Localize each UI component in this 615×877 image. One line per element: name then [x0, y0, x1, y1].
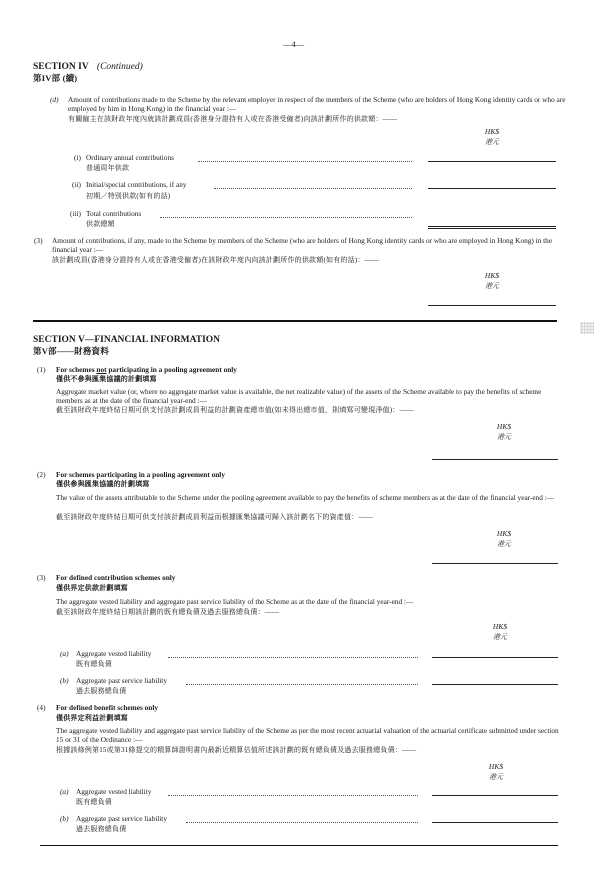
- sec5-p3-a-num: (a): [60, 649, 69, 658]
- currency-hk-cn: 港元: [497, 540, 511, 548]
- leader-dots: [168, 657, 418, 658]
- amount-field-member-contrib[interactable]: [428, 305, 556, 306]
- item-i-label: Ordinary annual contributions: [86, 153, 174, 162]
- bottom-rule: [40, 845, 558, 846]
- currency-hk-cn: 港元: [493, 633, 507, 641]
- sec5-p2-num: (2): [37, 470, 46, 479]
- sec5-p1-heading: [56, 366, 237, 375]
- currency-hk: HK$: [488, 762, 504, 771]
- sec5-p1-cn: 截至該財政年度終結日期可供支付該計劃成員利益的計劃資產總市值(如未得出總市值，則填寫可變現淨值)：——: [56, 406, 414, 414]
- sec5-p4-b-label: Aggregate past service liability: [76, 814, 167, 823]
- currency-hk-cn: 港元: [485, 282, 499, 290]
- sec5-p4-num: (4): [37, 703, 46, 712]
- sec5-p2-heading-cn: 僅供參與匯集協議的計劃填寫: [56, 480, 150, 488]
- sec5-p1-heading-not: not: [96, 365, 107, 374]
- sec5-p3-heading: For defined contribution schemes only: [56, 573, 176, 582]
- currency-hk: HK$: [484, 127, 500, 136]
- currency-hk-cn: 港元: [497, 433, 511, 441]
- sec5-p3-a-label: Aggregate vested liability: [76, 649, 152, 658]
- sec5-p4-text: The aggregate vested liability and aggregate past service liability of the Scheme as per the most recent actuarial valuation of the actuarial certificate submitted under section 15 or 31 of the Ordinance :—: [56, 726, 559, 744]
- sec5-p4-cn: 根據該條例第15或第31條提交的精算師證明書內最新近精算估值所述該計劃的既有總負債及過去服務總負債：——: [56, 746, 417, 754]
- sec5-p4-a-cn: 既有總負債: [76, 798, 112, 806]
- leader-dots: [186, 822, 418, 823]
- sec5-p3-b-label: Aggregate past service liability: [76, 676, 167, 685]
- leader-dots: [186, 684, 418, 685]
- leader-dots: [214, 188, 412, 189]
- sec5-p3-num: (3): [37, 573, 46, 582]
- item-iii-num: (iii): [70, 209, 81, 218]
- currency-hk: HK$: [496, 529, 512, 538]
- sec5-p3-cn: 截至該財政年度終結日期該計劃的既有總負債及過去服務總負債：——: [56, 608, 280, 616]
- sec5-p4-a-num: (a): [60, 787, 69, 796]
- section-divider: [33, 320, 557, 322]
- amount-field-initial[interactable]: [428, 188, 556, 189]
- item-d-cn: 有關僱主在該財政年度內就該計劃成員(香港身分證持有人或在香港受僱者)向該計劃所作的供款額：——: [68, 115, 398, 123]
- amount-field-dc-past[interactable]: [432, 684, 558, 685]
- sec5-p4-heading: For defined benefit schemes only: [56, 703, 159, 712]
- currency-hk: HK$: [492, 622, 508, 631]
- item-ii-cn: 初期／特別供款(如有的話): [86, 192, 171, 200]
- sec5-p3-a-cn: 既有總負債: [76, 660, 112, 668]
- sec5-p3-b-cn: 過去服務總負債: [76, 687, 127, 695]
- item-iii-label: Total contributions: [86, 209, 142, 218]
- para-3-text: Amount of contributions, if any, made to the Scheme by members of the Scheme (who are holders of Hong Kong identity cards or who are employed in Hong Kong) in the financial year :—: [52, 236, 553, 254]
- sec5-p4-b-num: (b): [60, 814, 69, 823]
- section-5-title-cn: 第V部——財務資料: [33, 346, 109, 356]
- section-4-title-text: SECTION IV: [33, 62, 89, 72]
- item-d-label: (d): [50, 95, 59, 104]
- sec5-p2-heading: For schemes participating in a pooling agreement only: [56, 470, 225, 479]
- currency-hk: HK$: [484, 271, 500, 280]
- para-3-cn: 該計劃成員(香港身分證持有人或在香港受僱者)在該財政年度內向該計劃所作的供款額(如有的話)：——: [52, 256, 379, 264]
- sec5-p4-heading-cn: 僅供界定利益計劃填寫: [56, 714, 128, 722]
- item-ii-num: (ii): [72, 180, 81, 189]
- item-d-text: Amount of contributions made to the Scheme by the relevant employer in respect of the members of the Scheme (who are holders of Hong Kong identity cards or who are employed by him in Hong Kong) in the financial year :—: [68, 95, 566, 113]
- currency-hk: HK$: [496, 422, 512, 431]
- sec5-p3-text: The aggregate vested liability and aggregate past service liability of the Scheme as at the date of the financial year-end :—: [56, 597, 414, 606]
- sec5-p1-heading-pre: For schemes: [56, 365, 97, 374]
- section-4-continued: (Continued): [96, 62, 143, 72]
- item-i-num: (i): [74, 153, 81, 162]
- para-3-num: (3): [34, 236, 43, 245]
- amount-field-ordinary[interactable]: [428, 161, 556, 162]
- sec5-p1-text: Aggregate market value (or, where no aggregate market value is available, the net realizable value) of the assets of the Scheme available to pay the benefits of scheme members as at the date of the financial year-end :—: [56, 387, 542, 405]
- sec5-p1-heading-post: participating in a pooling agreement only: [106, 365, 237, 374]
- page-number: —4—: [283, 39, 305, 49]
- amount-field-db-vested[interactable]: [432, 795, 558, 796]
- sec5-p1-num: (1): [37, 365, 46, 374]
- item-iii-cn: 供款總額: [86, 220, 115, 228]
- leader-dots: [160, 217, 412, 218]
- amount-field-market-value[interactable]: [432, 459, 558, 460]
- section-4-title: [33, 62, 143, 72]
- item-i-cn: 普通周年供款: [86, 164, 130, 172]
- amount-field-total[interactable]: [428, 226, 556, 229]
- amount-field-dc-vested[interactable]: [432, 657, 558, 658]
- item-ii-label: Initial/special contributions, if any: [86, 180, 187, 189]
- sec5-p3-heading-cn: 僅供界定供款計劃填寫: [56, 584, 128, 592]
- scan-speck: [580, 322, 594, 334]
- currency-hk-cn: 港元: [485, 138, 499, 146]
- sec5-p1-heading-cn: 僅供不參與匯集協議的計劃填寫: [56, 375, 157, 383]
- sec5-p4-b-cn: 過去服務總負債: [76, 825, 127, 833]
- section-5-title: SECTION V—FINANCIAL INFORMATION: [33, 335, 221, 345]
- sec5-p2-text: The value of the assets attributable to the Scheme under the pooling agreement available to pay the benefits of scheme members as at the date of the financial year-end :—: [56, 493, 555, 502]
- amount-field-db-past[interactable]: [432, 822, 558, 823]
- amount-field-pooled-value[interactable]: [432, 563, 558, 564]
- sec5-p4-a-label: Aggregate vested liability: [76, 787, 152, 796]
- sec5-p2-cn: 截至該財政年度終結日期可供支付該計劃成員利益而根據匯集協議可歸入該計劃名下的資產值：——: [56, 513, 373, 521]
- sec5-p3-b-num: (b): [60, 676, 69, 685]
- currency-hk-cn: 港元: [489, 773, 503, 781]
- leader-dots: [198, 161, 412, 162]
- section-4-title-cn: 第IV部 (續): [33, 73, 78, 83]
- leader-dots: [168, 795, 418, 796]
